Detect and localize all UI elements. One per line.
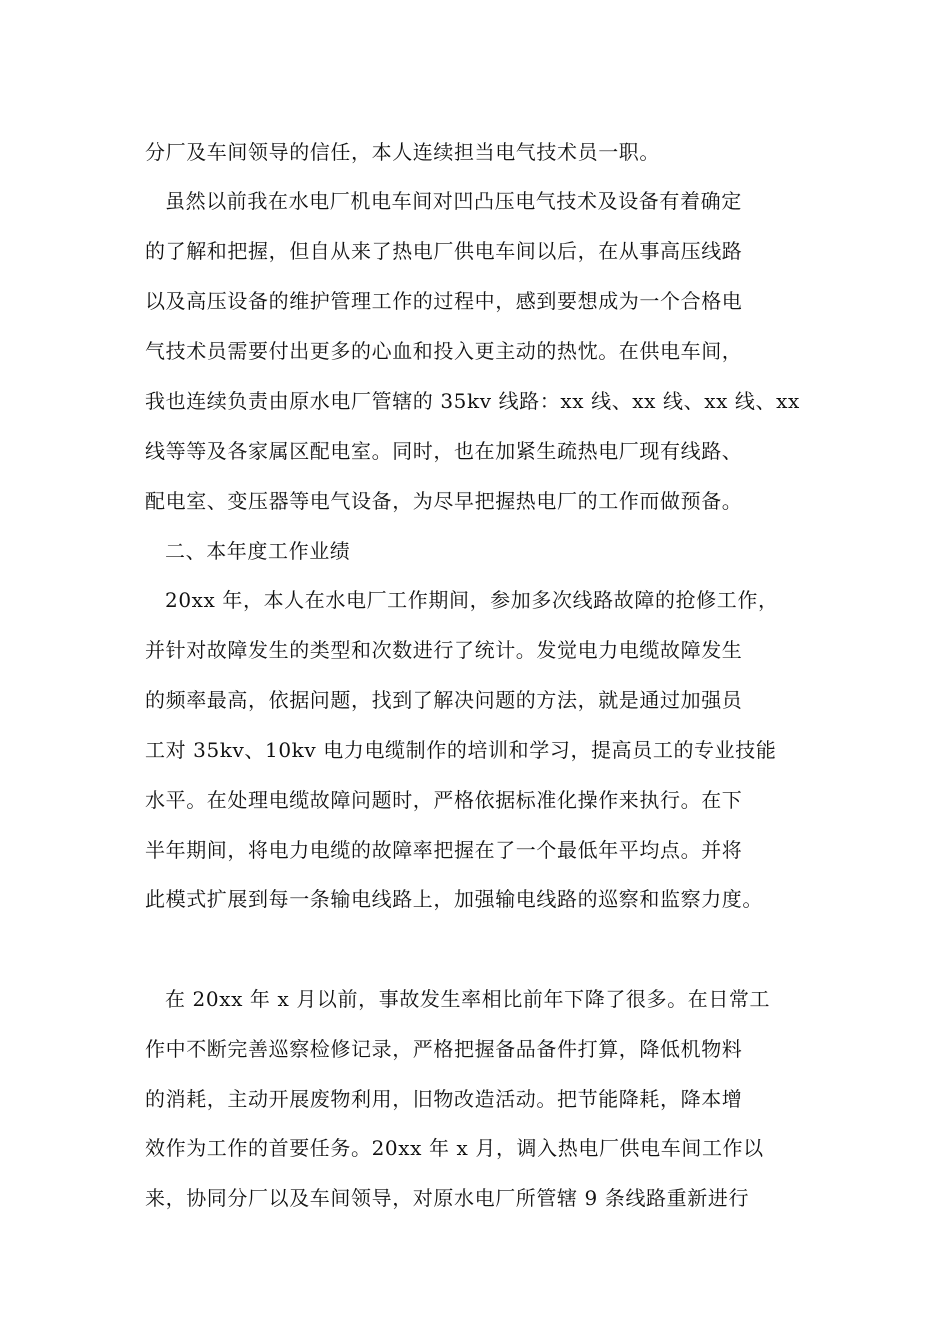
paragraph-start-line: 在 20xx 年 x 月以前，事故发生率相比前年下降了很多。在日常工: [165, 987, 771, 1011]
text-line: 的了解和把握，但自从来了热电厂供电车间以后，在从事高压线路: [145, 239, 743, 263]
text-line: 效作为工作的首要任务。20xx 年 x 月，调入热电厂供电车间工作以: [145, 1136, 764, 1160]
text-line: 并针对故障发生的类型和次数进行了统计。发觉电力电缆故障发生: [145, 638, 743, 662]
text-line: 工对 35kv、10kv 电力电缆制作的培训和学习，提高员工的专业技能: [145, 738, 777, 762]
text-line: 作中不断完善巡察检修记录，严格把握备品备件打算，降低机物料: [145, 1037, 743, 1061]
text-line: 我也连续负责由原水电厂管辖的 35kv 线路：xx 线、xx 线、xx 线、xx: [145, 389, 800, 413]
text-line: 分厂及车间领导的信任，本人连续担当电气技术员一职。: [145, 140, 660, 164]
text-line: 此模式扩展到每一条输电线路上，加强输电线路的巡察和监察力度。: [145, 887, 763, 911]
text-line: 的频率最高，依据问题，找到了解决问题的方法，就是通过加强员: [145, 688, 743, 712]
text-line: 的消耗，主动开展废物利用，旧物改造活动。把节能降耗，降本增: [145, 1087, 743, 1111]
text-line: 来，协同分厂以及车间领导，对原水电厂所管辖 9 条线路重新进行: [145, 1186, 750, 1210]
paragraph-start-line: 虽然以前我在水电厂机电车间对凹凸压电气技术及设备有着确定: [165, 189, 742, 213]
text-line: 半年期间，将电力电缆的故障率把握在了一个最低年平均点。并将: [145, 838, 743, 862]
section-heading: 二、本年度工作业绩: [165, 539, 351, 563]
paragraph-start-line: 20xx 年，本人在水电厂工作期间，参加多次线路故障的抢修工作，: [165, 588, 779, 612]
text-line: 线等等及各家属区配电室。同时，也在加紧生疏热电厂现有线路、: [145, 439, 743, 463]
text-line: 配电室、变压器等电气设备，为尽早把握热电厂的工作而做预备。: [145, 489, 743, 513]
text-line: 以及高压设备的维护管理工作的过程中，感到要想成为一个合格电: [145, 289, 743, 313]
text-line: 水平。在处理电缆故障问题时，严格依据标准化操作来执行。在下: [145, 788, 743, 812]
text-line: 气技术员需要付出更多的心血和投入更主动的热忱。在供电车间，: [145, 339, 743, 363]
